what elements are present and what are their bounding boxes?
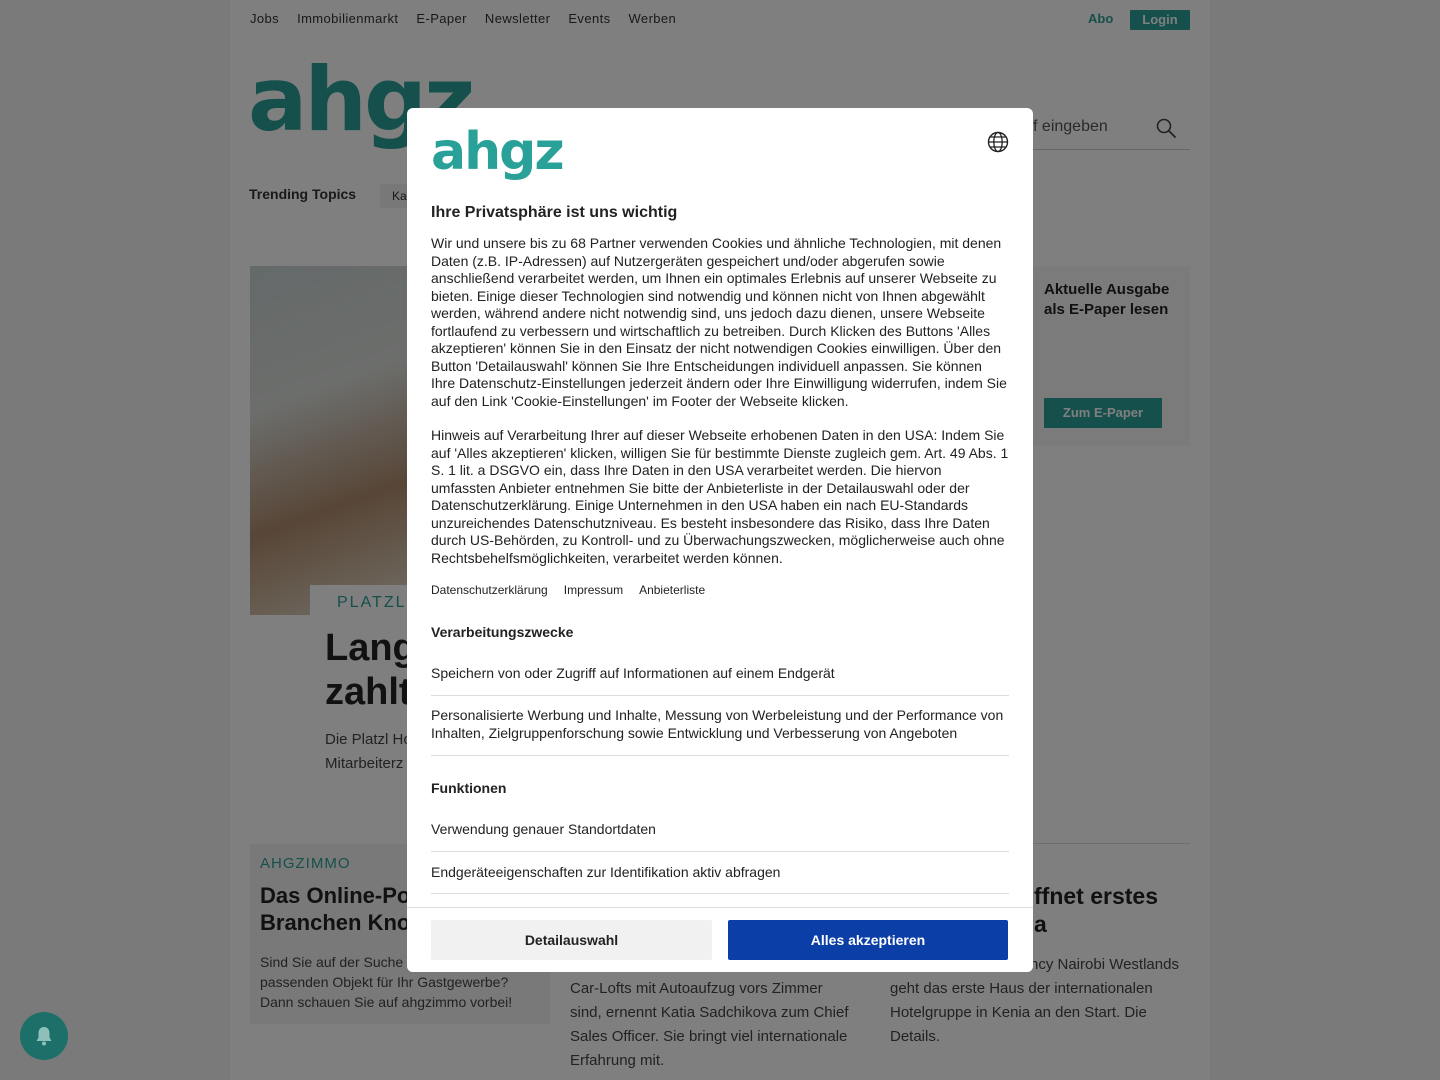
purpose-item[interactable]: Speichern von oder Zugriff auf Informationen auf einem Endgerät (431, 665, 835, 681)
divider (431, 893, 1009, 894)
purposes-section-title: Verarbeitungszwecke (431, 624, 574, 640)
purpose-item[interactable]: Personalisierte Werbung und Inhalte, Messung von Werbeleistung und der Performance von Inhalten, Zielgruppenforschung sowie Entwicklung und Verbesserung von Angeboten (431, 707, 1004, 741)
divider (431, 695, 1009, 696)
feature-item[interactable]: Verwendung genauer Standortdaten (431, 821, 656, 837)
globe-icon[interactable] (986, 130, 1010, 154)
consent-paragraph-1: Wir und unsere bis zu 68 Partner verwenden Cookies und ähnliche Technologien, mit denen Daten (z.B. IP-Adressen) auf Nutzergeräten gespeichert und/oder abgerufen sowie anschließend verarbeitet werden, um Ihnen ein optimales Erlebnis auf unserer Webseite zu bieten. Einige dieser Technologien sind notwendig und können nicht von Ihnen abgewählt werden, während andere nicht notwendig sind, uns jedoch dazu dienen, unsere Webseite fortlaufend zu verbessern und wirtschaftlich zu betreiben. Durch Klicken des Buttons 'Alles akzeptieren' können Sie in den Einsatz der nicht notwendigen Cookies einwilligen. Über den Button 'Detailauswahl' können Sie Ihre Entscheidungen individuell anpassen. Sie können Ihre Datenschutz-Einstellungen jederzeit ändern oder Ihre Einwilligung widerrufen, indem Sie auf den Link 'Cookie-Einstellungen' im Footer der Webseite klicken. (431, 235, 1007, 409)
vendor-list-link[interactable]: Anbieterliste (639, 583, 706, 597)
consent-footer (407, 907, 1033, 972)
consent-heading: Ihre Privatsphäre ist uns wichtig (431, 204, 678, 221)
notification-bell-button[interactable] (20, 1012, 68, 1060)
consent-paragraph-2: Hinweis auf Verarbeitung Ihrer auf dieser Webseite erhobenen Daten in den USA: Indem Sie auf 'Alles akzeptieren' klicken, willigen Sie für bestimmte Dienste zugleich gem. Art. 49 Abs. 1 S. 1 lit. a DSGVO ein, dass Ihre Daten in den USA verarbeitet werden. Die hiervon umfassten Anbieter entnehmen Sie bitte der Anbieterliste in der Detailauswahl oder der Datenschutzerklärung. Einige Unternehmen in den USA haben ein nach EU-Standards unzureichendes Datenschutzniveau. Es besteht insbesondere das Risiko, dass Ihre Daten durch US-Behörden, zu Kontroll- und zu Überwachungszwecken, möglicherweise auch ohne Rechtsbehelfsmöglichkeiten, verarbeitet werden können. (431, 427, 1009, 566)
features-section-title: Funktionen (431, 780, 507, 796)
consent-dialog (407, 108, 1033, 972)
consent-links (431, 583, 705, 597)
bell-icon (32, 1024, 56, 1048)
detail-selection-button[interactable]: Detailauswahl (431, 920, 712, 960)
imprint-link[interactable]: Impressum (563, 583, 624, 597)
divider (431, 755, 1009, 756)
consent-scroll-area[interactable] (407, 108, 1033, 908)
accept-all-button[interactable]: Alles akzeptieren (728, 920, 1008, 960)
divider (431, 851, 1009, 852)
consent-logo: ahgz (431, 122, 563, 182)
privacy-policy-link[interactable]: Datenschutzerklärung (431, 583, 548, 597)
feature-item[interactable]: Endgeräteeigenschaften zur Identifikation aktiv abfragen (431, 864, 781, 880)
